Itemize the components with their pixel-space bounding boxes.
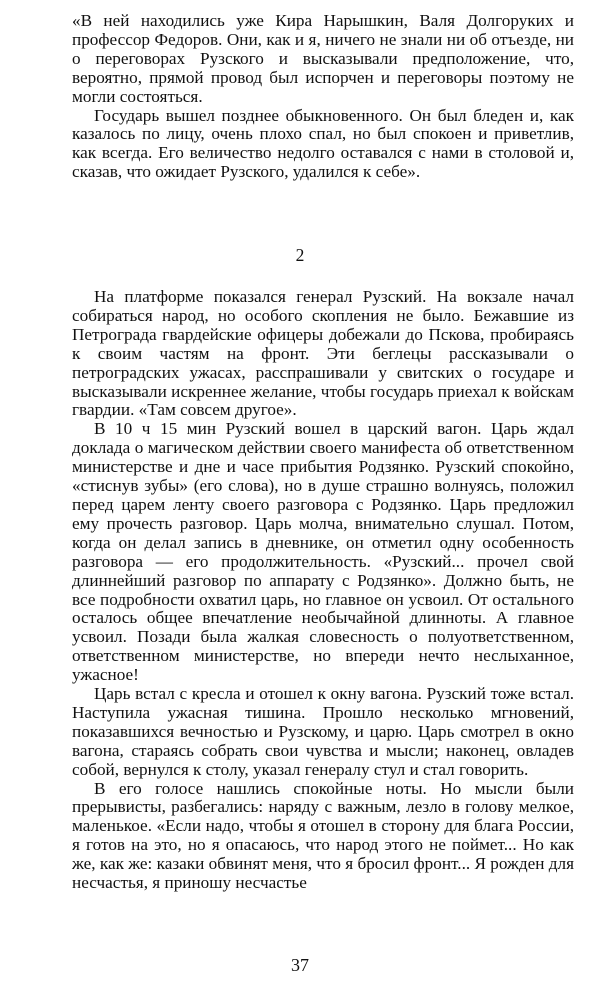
main-text-block: [72, 288, 574, 893]
paragraph: В его голосе нашлись спокойные ноты. Но мысли были прерывисты, разбегались: наряду с важным, лезло в голову мелкое, маленькое. «Если надо, чтобы я отошел в сторону для блага России, я готов на это, но я опасаюсь, что народ этого не поймет... Но как же, как же: казаки обвинят меня, что я бросил фронт... Я рожден для несчастья, я приношу несчастье: [72, 778, 574, 893]
page-number: 37: [291, 955, 309, 975]
paragraph: Государь вышел позднее обыкновенного. Он был бледен и, как казалось по лицу, очень плохо спал, но был спокоен и приветлив, как всегда. Его величество недолго оставался с нами в столовой и, сказав, что ожидает Рузского, удалился к себе».: [72, 105, 574, 182]
paragraph: «В ней находились уже Кира Нарышкин, Валя Долгоруких и профессор Федоров. Они, как и я, ничего не знали ни об отъезде, ни о переговорах Рузского и высказывали предположение, что, вероятно, прямой провод был испорчен и переговоры поэтому не могли состояться.: [72, 11, 574, 106]
top-text-block: [72, 12, 574, 182]
paragraph: На платформе показался генерал Рузский. На вокзале начал собираться народ, но особого скопления не было. Бежавшие из Петрограда гвардейские офицеры добежали до Пскова, пробираясь к своим частям на фронт. Эти беглецы рассказывали о петроградских ужасах, расспрашивали у свитских о государе и высказывали искреннее желание, чтобы государь приехал к войскам гвардии. «Там совсем другое».: [72, 287, 574, 420]
paragraph: Царь встал с кресла и отошел к окну вагона. Рузский тоже встал. Наступила ужасная тишина. Прошло несколько мгновений, показавшихся вечностью и Рузскому, и царю. Царь смотрел в окно вагона, стараясь собрать свои чувства и мысли; наконец, овладев собой, вернулся к столу, указал генералу стул и стал говорить.: [72, 684, 574, 779]
paragraph: В 10 ч 15 мин Рузский вошел в царский вагон. Царь ждал доклада о магическом действии своего манифеста об ответственном министерстве и дне и часе прибытия Родзянко. Рузский спокойно, «стиснув зубы» (его слова), но в душе страшно волнуясь, положил перед царем ленту своего разговора с Родзянко. Царь предложил ему прочесть разговор. Царь молча, внимательно слушал. Потом, когда он делал запись в дневнике, он отметил одну особенность разговора — его продолжительность. «Рузский... прочел свой длиннейший разговор по аппарату с Родзянко». Должно быть, не все подробности охватил царь, но главное он усвоил. От остального осталось общее впечатление необычайной длинноты. А главное усвоил. Позади была жалкая словесность о полуответственном, ответственном министерстве, но впереди нечто неслыханное, ужасное!: [72, 419, 574, 685]
section-number: 2: [295, 245, 305, 265]
